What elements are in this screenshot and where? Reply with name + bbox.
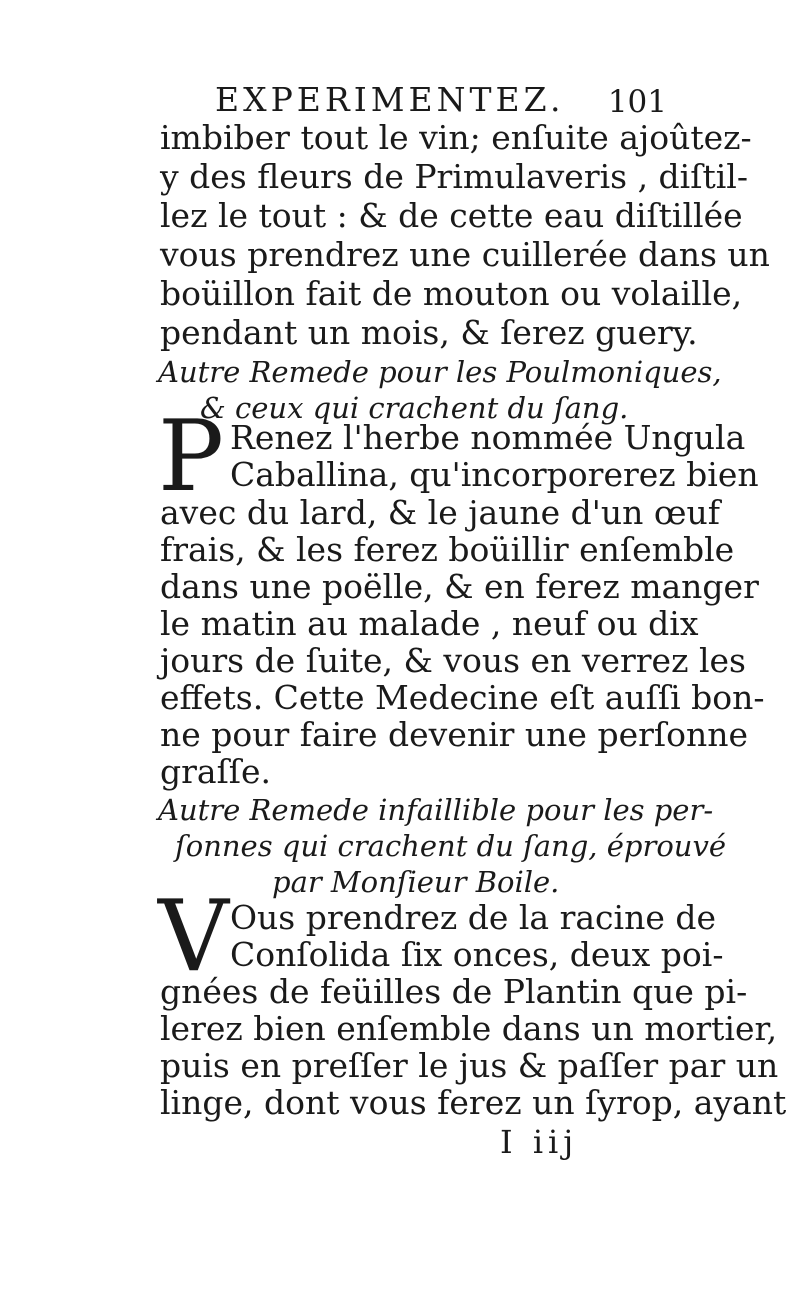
text-line: graſſe. [160, 752, 272, 791]
text-line: lez le tout : & de cette eau diſtillée [160, 196, 743, 235]
text-line: le matin au malade , neuf ou dix [160, 604, 699, 643]
text-line: y des fleurs de Primulaveris , diſtil- [160, 157, 748, 196]
section-heading: & ceux qui crachent du ſang. [200, 391, 629, 425]
text-line: dans une poëlle, & en ferez manger [160, 567, 759, 606]
text-line: Conſolida ſix onces, deux poi- [230, 935, 724, 974]
text-line: frais, & les ferez boüillir enſemble [160, 530, 735, 569]
text-line: pendant un mois, & ſerez guery. [160, 313, 698, 352]
signature-mark: I iij [500, 1123, 579, 1161]
section-heading: Autre Remede infaillible pour les per- [158, 793, 714, 827]
text-line: gnées de feüilles de Plantin que pi- [160, 972, 748, 1011]
text-line: vous prendrez une cuillerée dans un [160, 235, 770, 274]
text-line: puis en preſſer le jus & paſſer par un [160, 1046, 779, 1085]
running-title: EXPERIMENTEZ. [215, 80, 565, 119]
text-line: linge, dont vous ferez un ſyrop, ayant [160, 1083, 787, 1122]
text-line: Renez l'herbe nommée Ungula [230, 418, 746, 457]
section-heading: Autre Remede pour les Poulmoniques, [158, 355, 722, 389]
drop-cap: V [158, 880, 229, 994]
text-line: ne pour faire devenir une perſonne [160, 715, 748, 754]
text-line: imbiber tout le vin; enſuite ajoûtez- [160, 118, 752, 157]
text-line: Ous prendrez de la racine de [230, 898, 716, 937]
text-line: boüillon fait de mouton ou volaille, [160, 274, 743, 313]
drop-cap: P [158, 400, 224, 514]
page-number: 101 [607, 84, 667, 120]
text-line: Caballina, qu'incorporerez bien [230, 455, 759, 494]
text-line: avec du lard, & le jaune d'un œuf [160, 493, 720, 532]
section-heading: ſonnes qui crachent du ſang, éprouvé [175, 829, 726, 863]
text-line: jours de ſuite, & vous en verrez les [160, 641, 746, 680]
section-heading: par Monſieur Boile. [272, 865, 560, 899]
text-line: lerez bien enſemble dans un mortier, [160, 1009, 778, 1048]
text-line: effets. Cette Medecine eſt auſſi bon- [160, 678, 765, 717]
page-header [160, 78, 675, 122]
